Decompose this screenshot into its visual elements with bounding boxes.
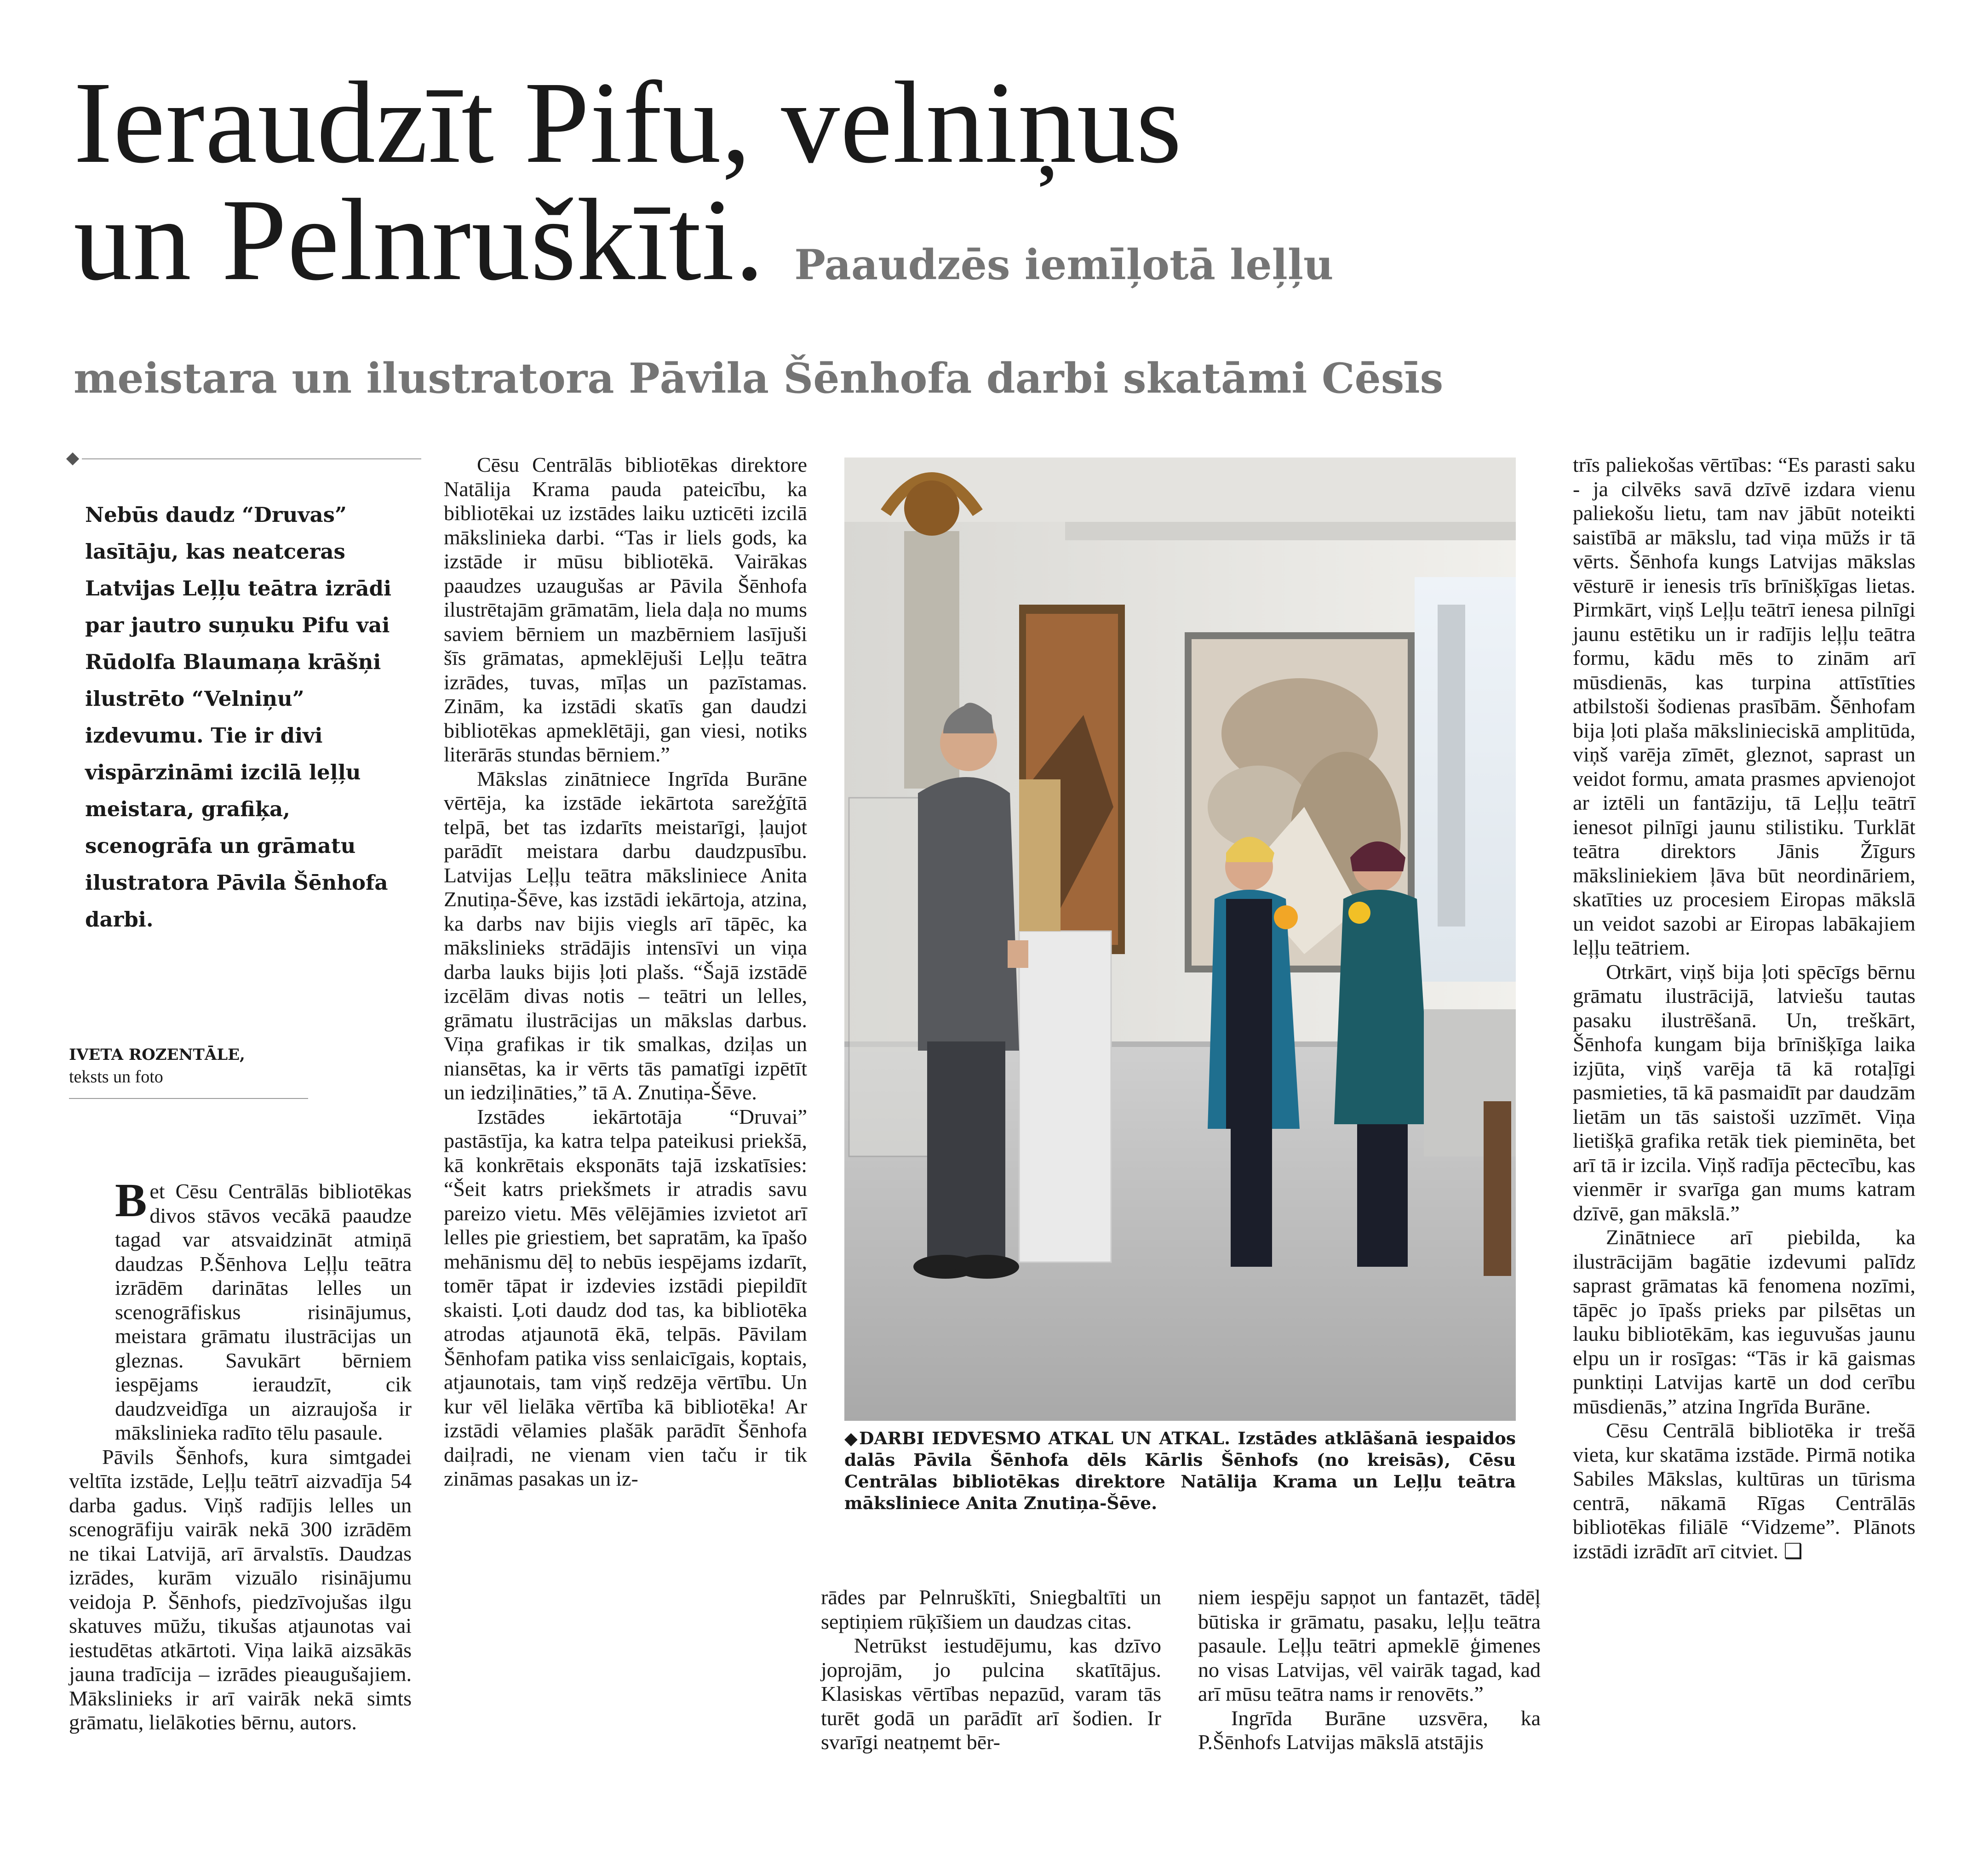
paragraph: rādes par Pelnruškīti, Sniegbaltīti un septiņiem rūķīšiem un daudzas citas.: [821, 1585, 1161, 1633]
paragraph: niem iespēju sapņot un fantazēt, tādēļ būtiska ir grāmatu, pasaku, leļļu teātra pasaule. Leļļu teātri apmeklē ģimenes no visas Latvijas, vēl vairāk tagad, kad arī mūsu teātra nams ir renovēts.”: [1198, 1585, 1541, 1705]
subheadline-part2: meistara un ilustratora Pāvila Šēnhofa darbi skatāmi Cēsīs: [74, 354, 1444, 403]
paragraph: Mākslas zinātniece Ingrīda Burāne vērtēja, ka izstāde iekārtota sarežģītā telpā, bet tas izdarīts meistarīgi, ļaujot parādīt meistara darbu daudzpusību. Latvijas Leļļu teātra māksliniece Anita Znutiņa-Šēve, kas izstādi iekārtoja, atzina, ka darbs nav bijis viegls arī tāpēc, ka mākslinieks strādājis intensīvi un viņa darba lauks bijis ļoti plašs. “Šajā izstādē izcēlām divas notis – teātri un lelles, grāmatu ilustrācijas un mākslas darbus. Viņa grafikas ir tik smalkas, dziļas un niansētas, ka ir vērts tās pamatīgi izpētīt un iedziļināties,” tā A. Znutiņa-Šēve.: [444, 766, 807, 1104]
byline-role: teksts un foto: [69, 1067, 163, 1087]
byline-author: IVETA ROZENTĀLE,: [69, 1046, 245, 1064]
paragraph: Otrkārt, viņš bija ļoti spēcīgs bērnu grāmatu ilustrācijā, latviešu tautas pasaku ilustrēšanā. Un, treškārt, Šēnhofa kungam bija brīnišķīga laika izjūta, viņš varēja tā kā rotaļīgi pasmieties, tā kā pasmaidīt par daudzām lietām un tās saistoši uzzīmēt. Viņa lietišķā grafika retāk tiek pieminēta, bet arī tā ir izcila. Viņš radīja pēctecību, kas vienmēr ir svarīga gan mums katram dzīvē, gan mākslā.”: [1573, 960, 1915, 1225]
article-column-4: [1198, 1585, 1541, 1755]
paragraph: Zinātniece arī piebilda, ka ilustrācijām bagātie izdevumi palīdz saprast grāmatas kā fenomena nozīmi, tāpēc jo īpašs prieks par pilsētas un lauku bibliotēkām, kas ieguvušas jaunu elpu un ir rosīgas: “Tās ir kā gaismas punktiņi Latvijas kartē un dod cerību mūsdienās,” atzina Ingrīda Burāne.: [1573, 1225, 1915, 1418]
paragraph: [69, 1174, 412, 1445]
article-column-1: [69, 1174, 412, 1735]
article-column-3: [821, 1585, 1161, 1755]
byline-rule: [69, 1098, 308, 1099]
paragraph: Pāvils Šēnhofs, kura simtgadei veltīta izstāde, Leļļu teātrī aizvadīja 54 darba gadus. Viņš radījis lelles un scenogrāfiju vairāk nekā 300 izrādēm ne tikai Latvijā, arī ārvalstīs. Daudzas izrādes, kurām vizuālo risinājumu veidoja P. Šēnhofs, piedzīvojušas ilgu skatuves mūžu, tikušas atjaunotas vai iestudētas atkārtoti. Viņa laikā aizsākās jauna tradīcija – izrādes pieaugušajiem. Mākslinieks ir arī vairāk nekā simts grāmatu, lielākoties bērnu, autors.: [69, 1445, 412, 1734]
photo-caption: [844, 1428, 1516, 1514]
article-column-5: [1573, 453, 1915, 1563]
paragraph: trīs paliekošas vērtības: “Es parasti saku - ja cilvēks savā dzīvē izdara vienu paliekošu lietu, tam nav jābūt noteikti saistībā ar mākslu, tad viņa mūžs ir tā vērts. Šēnhofa kungs Latvijas mākslas vēsturē ir ienesis trīs brīnišķīgas lietas. Pirmkārt, viņš Leļļu teātrī ienesa pilnīgi jaunu estētiku un ir radījis leļļu teātra formu, kādu mēs to zinām arī mūsdienās, kas turpina attīstīties atbilstoši šodienas prasībām. Šēnhofam bija ļoti plaša mākslinieciskā amplitūda, viņš varēja zīmēt, gleznot, saprast un veidot formu, amata prasmes apvienojot ar iztēli un fantāziju, tā Leļļu teātrī ienesot pilnīgi jaunu stilistiku. Turklāt teātra direktors Jānis Žīgurs māksliniekiem ļāva būt neordināriem, skatīties uz procesiem Eiropas mākslā un veidot sazobi ar Eiropas labākajiem leļļu teātriem.: [1573, 453, 1915, 959]
paragraph: Ingrīda Burāne uzsvēra, ka P.Šēnhofs Latvijas mākslā atstājis: [1198, 1706, 1541, 1754]
caption-marker-icon: ◆: [844, 1428, 860, 1448]
diamond-bullet-icon: [66, 452, 79, 465]
paragraph: Netrūkst iestudējumu, kas dzīvo joprojām, jo pulcina skatītājus. Klasiskas vērtības nepazūd, varam tās turēt godā un parādīt arī šodien. Ir svarīgi neatņemt bēr-: [821, 1634, 1161, 1754]
paragraph: Izstādes iekārtotāja “Druvai” pastāstīja, ka katra telpa pateikusi priekšā, kā konkrētais eksponāts tajā izskatīsies: “Šeit katrs priekšmets ir atradis savu pareizo vietu. Mēs vēlējāmies izvietot arī lelles pie griestiem, bet sapratām, ka īpašo mehānismu dēļ to nebūs iespējams izdarīt, tomēr tāpat ir izdevies izstādi piepildīt skaisti. Ļoti daudz dod tas, ka bibliotēka atrodas atjaunotā ēkā, telpās. Pāvilam Šēnhofam patika viss senlaicīgais, koptais, atjaunotais, tam viņš redzēja vērtību. Un kur vēl lielāka vērtība kā bibliotēka! Ar izstādi vēlamies plašāk parādīt Šēnhofa daiļradi, ne vienam vien taču ir tik zināmas pasakas un iz-: [444, 1104, 807, 1490]
byline: [69, 1044, 308, 1088]
paragraph-text: et Cēsu Centrālās bibliotēkas divos stāvos vecākā paaudze tagad var atsvaidzināt atmiņā daudzas P.Šēnhova Leļļu teātra izrādēm darinātas lelles un scenogrāfiskus risinājumus, meistara grāmatu ilustrācijas un gleznas. Savukārt bērniem iespējams ieraudzīt, cik daudzveidīga un aizraujoša ir mākslinieka radīto tēlu pasaule.: [115, 1179, 412, 1444]
headline-line1: Ieraudzīt Pifu, velniņus: [74, 58, 1182, 188]
subheadline-part1: Paaudzēs iemīļotā leļļu: [794, 240, 1334, 289]
lede-paragraph: Nebūs daudz “Druvas” lasītāju, kas neatceras Latvijas Leļļu teātra izrādi par jautro suņuku Pifu vai Rūdolfa Blaumaņa krāšņi ilustrēto “Velniņu” izdevumu. Tie ir divi vispārzināmi izcilā leļļu meistara, grafiķa, scenogrāfa un grāmatu ilustratora Pāvila Šēnhofa darbi.: [85, 503, 392, 932]
paragraph-text: Cēsu Centrālā bibliotēka ir trešā vieta, kur skatāma izstāde. Pirmā notika Sabiles Mākslas, kultūras un tūrisma centrā, nākamā Rīgas Centrālās bibliotēkas filiālē “Vidzeme”. Plānots izstādi izrādīt arī citviet.: [1573, 1418, 1915, 1563]
photo-illustration: [844, 458, 1516, 1421]
dropcap: B: [115, 1174, 147, 1227]
paragraph: Cēsu Centrālās bibliotēkas direktore Natālija Krama pauda pateicību, ka bibliotēkai uz izstādes laiku uzticēti izcilā mākslinieka darbi. “Tas ir liels gods, ka izstāde ir mūsu bibliotēkā. Vairākas paaudzes uzaugušas ar Pāvila Šēnhofa ilustrētajām grāmatām, liela daļa no mums saviem bērniem un mazbērniem lasījuši šīs grāmatas, apmeklējuši Leļļu teātra izrādes, tuvas, mīļas un pazīstamas. Zinām, ka izstādi skatīs gan daudzi bibliotēkas apmeklētāji, gan viesi, notiks literārās stundas bērniem.”: [444, 453, 807, 766]
headline-line2: un Pelnruškīti.: [74, 175, 765, 305]
paragraph: [1573, 1418, 1915, 1563]
exhibition-photo: [844, 458, 1516, 1421]
caption-text: DARBI IEDVESMO ATKAL UN ATKAL. Izstādes atklāšanā iespaidos dalās Pāvila Šēnhofa dēls Kārlis Šēnhofs (no kreisās), Cēsu Centrālas bibliotēkas direktore Natālija Krama un Leļļu teātra māksliniece Anita Znutiņa-Šēve.: [844, 1428, 1516, 1513]
article-column-2: [444, 453, 807, 1491]
end-mark-icon: ❑: [1783, 1539, 1803, 1563]
headline: [74, 58, 1913, 324]
lede-top-rule: [82, 458, 421, 459]
